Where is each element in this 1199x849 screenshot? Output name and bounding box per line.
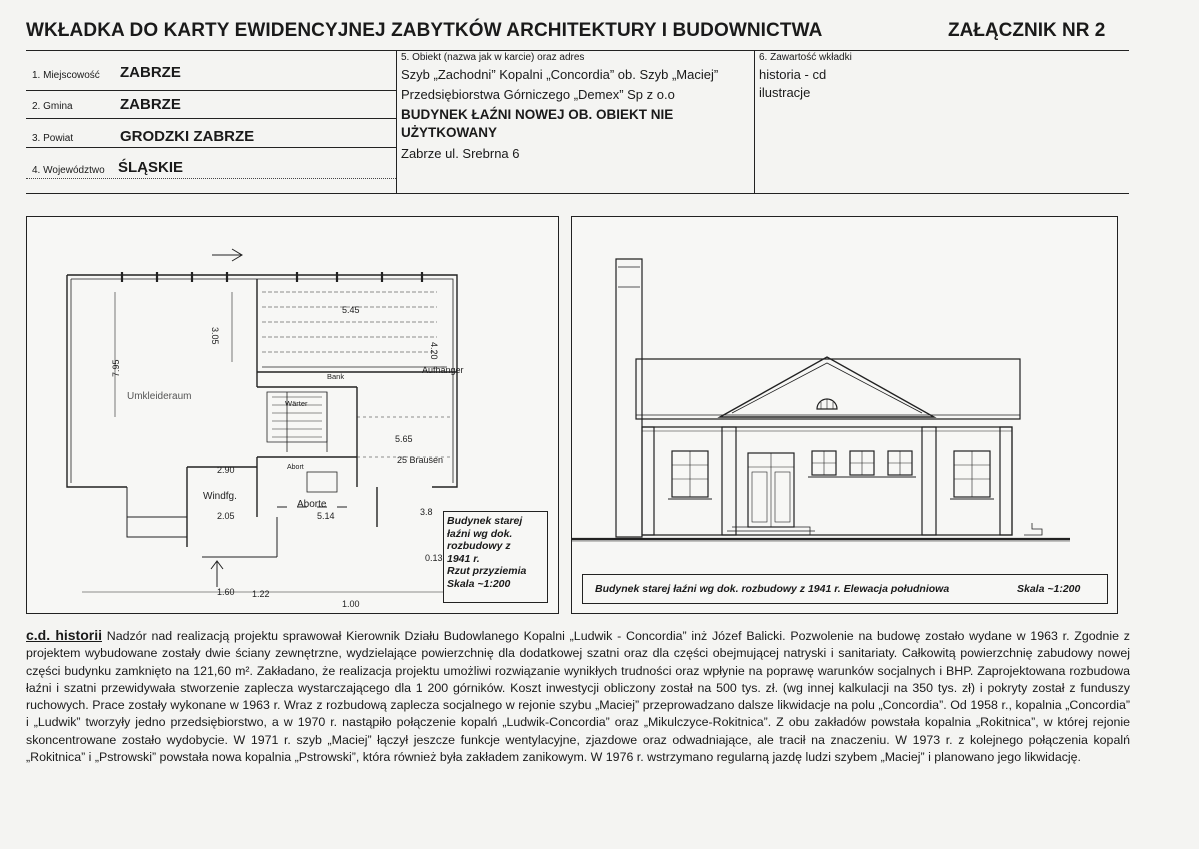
powiat-value: GRODZKI ZABRZE: [120, 128, 255, 145]
attachment-number: ZAŁĄCZNIK NR 2: [948, 20, 1106, 41]
history-text: Nadzór nad realizacją projektu sprawował Kierownik Działu Budowlanego Kopalni „Ludwik - Concordia” inż Józef Balicki. Pozwolenie na budowę zostało wydane w 1963 r. Zgodnie z projektem wybudowane zostały dwie ściany zewnętrzne, wydzielające powierzchnię dla dodatkowej szatni oraz dla części obejmującej natryski i sanitariaty. Całkowitą powierzchnię zabudowy nowej części budynku zamknięto na 121,60 m². Zakładano, że realizacja projektu umożliwi rozwiązanie wynikłych trudności oraz wpłynie na poprawę warunków socjalnych i BHP. Zaprojektowana rozbudowa łaźni i szatni przewidywała stworzenie zaplecza wystarczającego dla 1 200 górników. Koszt inwestycji obliczony został na 500 tys. zł. (wg innej kalkulacji na 350 tys. zł) i pokryty został z funduszy ruchowych. Prace zostały wykonane w 1963 r. Wraz z rozbudową zaplecza socjalnego w rejonie szybu „Maciej” przeprowadzano dalsze likwidacje na polu „Concordia”. Od 1958 r., kopalnia „Concordia” i „Ludwik” tworzyły jedno przedsiębiorstwo, a w 1970 r. nastąpiło połączenie kopalń „Ludwik-Concordia” oraz „Mikulczyce-Rokitnica”. Z obu zakładów powstała kopalnia „Rokitnica”, w której rejonie skoncentrowane zostało wydobycie. W 1971 r. szyb „Maciej” łączył jeszcze funkcje wentylacyjne, zjazdowe oraz odwadniające, ale tracił na znaczeniu. W 1973 r. z kolejnego połączenia kopalń „Rokitnica” i „Pstrowski” powstała nowa kopalnia „Pstrowski”, która również była zakładem zanikowym. W 1976 r. wstrzymano regularną jazdę ludzi szybem „Maciej” i planowano jego likwidację.: [26, 629, 1130, 765]
column-divider-2: [754, 50, 755, 193]
svg-text:3.8: 3.8: [420, 507, 433, 517]
svg-text:1.22: 1.22: [252, 589, 270, 599]
svg-text:2.05: 2.05: [217, 511, 235, 521]
field-divider-4: [26, 178, 396, 179]
column-divider-1: [396, 50, 397, 193]
wojewodztwo-label: 4. Województwo: [32, 165, 105, 176]
miejscowosc-value: ZABRZE: [120, 64, 181, 81]
svg-text:25 Brausen: 25 Brausen: [397, 455, 444, 465]
svg-text:5.65: 5.65: [395, 434, 413, 444]
svg-text:Bank: Bank: [327, 372, 345, 381]
object-line-2: Przedsiębiorstwa Górniczego „Demex” Sp z o.o: [401, 87, 675, 102]
svg-text:Aufhänger: Aufhänger: [422, 365, 464, 375]
svg-text:Wärter: Wärter: [285, 399, 308, 408]
object-line-5: Zabrze ul. Srebrna 6: [401, 146, 520, 161]
svg-text:Abort: Abort: [287, 464, 304, 471]
svg-text:5.45: 5.45: [342, 305, 360, 315]
elevation-panel: [571, 216, 1118, 614]
history-heading: c.d. historii: [26, 627, 102, 643]
plan-caption-line-6: Skala ~1:200: [447, 577, 511, 590]
floor-plan-panel: [26, 216, 559, 614]
plan-caption-line-2: łaźni wg dok.: [447, 527, 513, 540]
svg-text:3.05: 3.05: [210, 327, 220, 345]
document-title: WKŁADKA DO KARTY EWIDENCYJNEJ ZABYTKÓW ARCHITEKTURY I BUDOWNICTWA: [26, 20, 823, 41]
plan-caption-line-4: 1941 r.: [447, 552, 480, 565]
field-divider-1: [26, 90, 396, 91]
object-label: 5. Obiekt (nazwa jak w karcie) oraz adres: [401, 52, 585, 63]
elevation-caption: Budynek starej łaźni wg dok. rozbudowy z 1941 r. Elewacja południowa: [595, 583, 950, 595]
field-divider-2: [26, 118, 396, 119]
gmina-label: 2. Gmina: [32, 101, 73, 112]
elevation-caption-box: [582, 574, 1108, 604]
svg-text:Aborte: Aborte: [297, 499, 327, 510]
svg-text:Windfg.: Windfg.: [203, 491, 237, 502]
powiat-label: 3. Powiat: [32, 133, 74, 144]
plan-caption-line-1: Budynek starej: [447, 515, 523, 527]
plan-caption-line-3: rozbudowy z: [447, 540, 511, 552]
svg-text:7.95: 7.95: [111, 359, 121, 377]
svg-text:1.60: 1.60: [217, 587, 235, 597]
svg-text:0.13: 0.13: [425, 553, 443, 563]
contents-line-2: ilustracje: [759, 85, 811, 100]
object-line-3: BUDYNEK ŁAŹNI NOWEJ OB. OBIEKT NIE: [401, 107, 674, 122]
svg-text:5.14: 5.14: [317, 511, 335, 521]
history-paragraph: [26, 627, 1130, 766]
miejscowosc-label: 1. Miejscowość: [32, 70, 100, 81]
svg-text:4.20: 4.20: [429, 342, 439, 360]
svg-text:Umkleideraum: Umkleideraum: [127, 391, 192, 402]
gmina-value: ZABRZE: [120, 96, 181, 113]
header-rule: [26, 50, 1129, 51]
contents-line-1: historia - cd: [759, 67, 827, 82]
contents-label: 6. Zawartość wkładki: [759, 52, 852, 63]
svg-text:1.00: 1.00: [342, 599, 360, 609]
elevation-drawing: [572, 217, 1117, 613]
plan-caption-line-5: Rzut przyziemia: [447, 565, 527, 577]
object-line-4: UŻYTKOWANY: [401, 125, 497, 140]
elevation-scale: Skala ~1:200: [1017, 583, 1081, 595]
object-line-1: Szyb „Zachodni” Kopalni „Concordia” ob. Szyb „Maciej”: [401, 67, 719, 82]
field-divider-3: [26, 147, 396, 148]
form-bottom-rule: [26, 193, 1129, 194]
svg-text:2.90: 2.90: [217, 465, 235, 475]
wojewodztwo-value: ŚLĄSKIE: [118, 159, 184, 176]
plan-caption-box: [443, 511, 548, 603]
